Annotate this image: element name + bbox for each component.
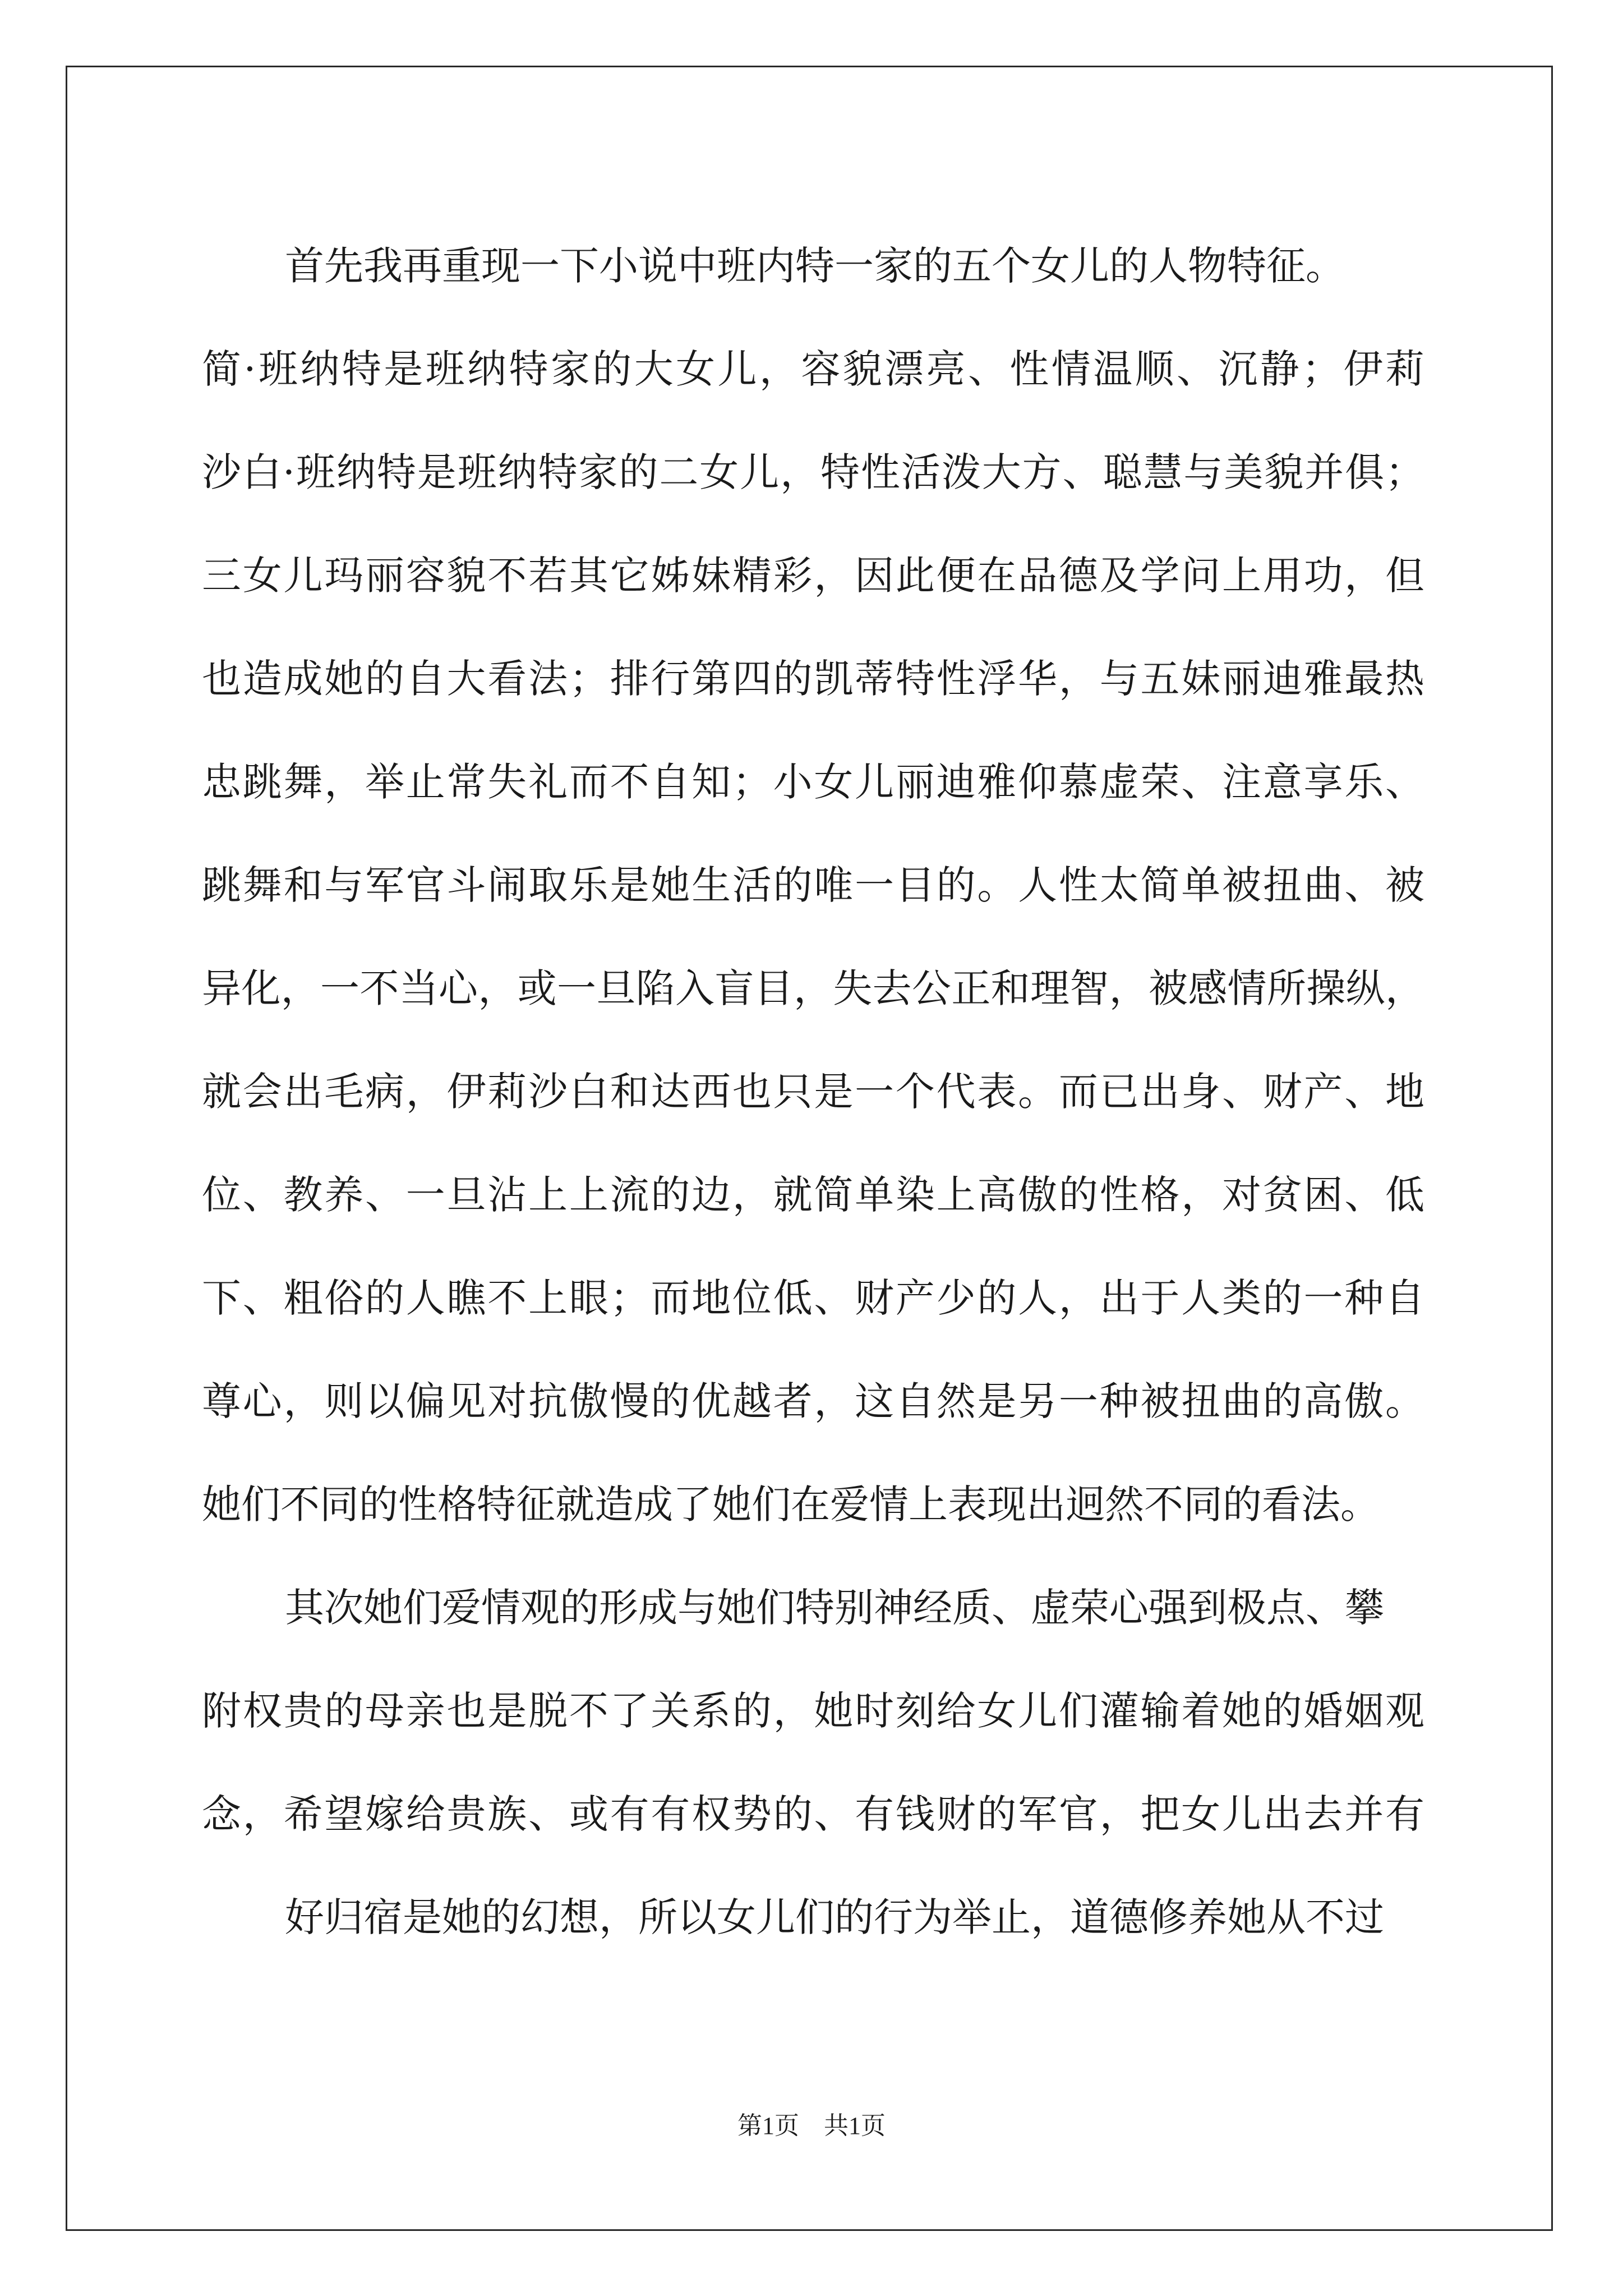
paragraph-1-line-11: 下、粗俗的人瞧不上眼；而地位低、财产少的人，出于人类的一种自 (202, 1275, 1424, 1321)
paragraph-1-line-1: 首先我再重现一下小说中班内特一家的五个女儿的人物特征。 (285, 243, 1345, 289)
paragraph-1-line-5: 也造成她的自大看法；排行第四的凯蒂特性浮华，与五妹丽迪雅最热 (202, 656, 1424, 702)
paragraph-1-line-13: 她们不同的性格特征就造成了她们在爱情上表现出迥然不同的看法。 (202, 1481, 1380, 1527)
page-footer (0, 2109, 1623, 2143)
paragraph-1-line-9: 就会出毛病，伊莉沙白和达西也只是一个代表。而已出身、财产、地 (202, 1069, 1424, 1115)
paragraph-1-line-10: 位、教养、一旦沾上上流的边，就简单染上高傲的性格，对贫困、低 (202, 1172, 1424, 1218)
document-body (202, 214, 1424, 1969)
page-total: 共1页 (824, 2112, 886, 2139)
paragraph-1-line-3: 沙白·班纳特是班纳特家的二女儿，特性活泼大方、聪慧与美貌并俱； (202, 449, 1424, 495)
paragraph-1-line-6: 忠跳舞，举止常失礼而不自知；小女儿丽迪雅仰慕虚荣、注意享乐、 (202, 759, 1424, 805)
paragraph-2-line-2: 附权贵的母亲也是脱不了关系的，她时刻给女儿们灌输着她的婚姻观 (202, 1688, 1424, 1734)
paragraph-3-line-1: 好归宿是她的幻想，所以女儿们的行为举止，道德修养她从不过 (285, 1894, 1384, 1940)
paragraph-2-line-3: 念，希望嫁给贵族、或有有权势的、有钱财的军官，把女儿出去并有 (202, 1791, 1424, 1837)
paragraph-1-line-7: 跳舞和与军官斗闹取乐是她生活的唯一目的。人性太简单被扭曲、被 (202, 862, 1424, 908)
paragraph-1-line-2: 简·班纳特是班纳特家的大女儿，容貌漂亮、性情温顺、沉静；伊莉 (202, 346, 1424, 392)
page-number: 第1页 (737, 2112, 799, 2139)
paragraph-1-line-8: 异化，一不当心，或一旦陷入盲目，失去公正和理智，被感情所操纵， (202, 965, 1424, 1011)
paragraph-2-line-1: 其次她们爱情观的形成与她们特别神经质、虚荣心强到极点、攀 (285, 1585, 1384, 1631)
paragraph-1-line-4: 三女儿玛丽容貌不若其它姊妹精彩，因此便在品德及学问上用功，但 (202, 553, 1424, 599)
paragraph-1-line-12: 尊心，则以偏见对抗傲慢的优越者，这自然是另一种被扭曲的高傲。 (202, 1378, 1424, 1424)
